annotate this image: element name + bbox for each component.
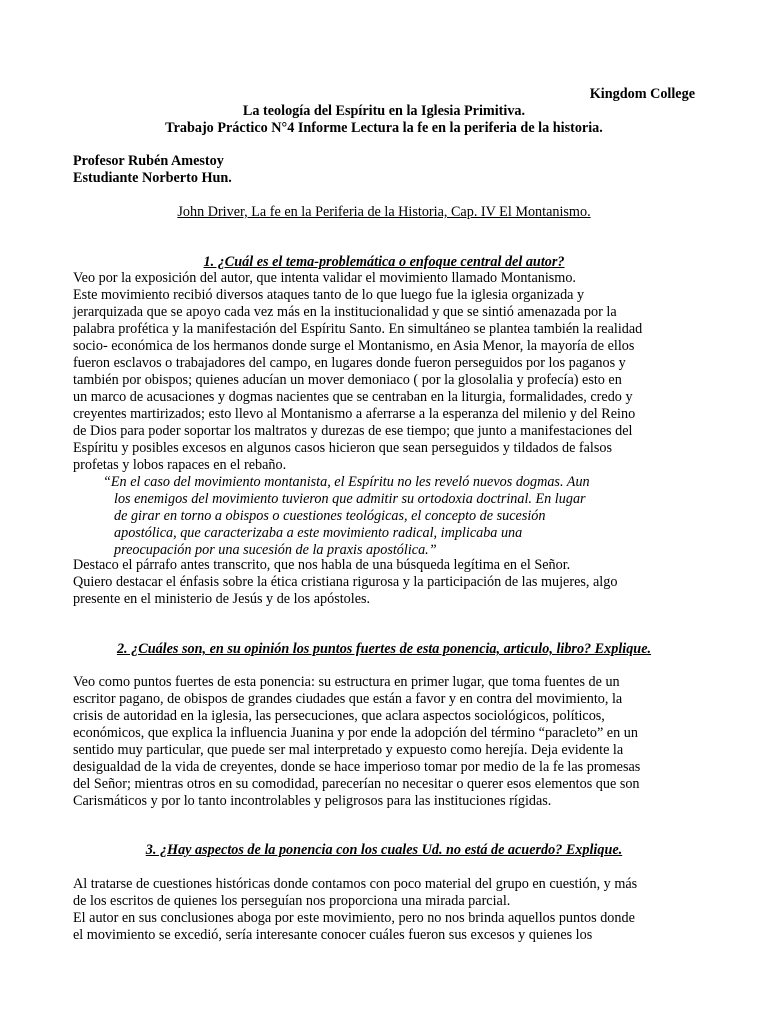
section1-line: Espíritu y posibles excesos en algunos casos hicieron que sean perseguidos y tildados de falsos [73,440,613,456]
section2-line: sentido muy particular, que puede ser mal interpretado y expuesto como herejía. Deja evidente la [73,742,624,758]
book-reference: John Driver, La fe en la Periferia de la Historia, Cap. IV El Montanismo. [177,204,591,220]
section3-line: Al tratarse de cuestiones históricas donde contamos con poco material del grupo en cuestión, y más [73,876,638,892]
section1-line: palabra profética y la manifestación del Espíritu Santo. En simultáneo se plantea también la realidad [73,321,643,337]
section3-line: de los escritos de quienes los perseguían nos proporciona una mirada parcial. [73,893,511,909]
institution-name: Kingdom College [589,86,695,102]
section3-line: el movimiento se excedió, sería interesante conocer cuáles fueron sus excesos y quienes los [73,927,593,943]
section1-heading: 1. ¿Cuál es el tema-problemática o enfoque central del autor? [203,254,565,270]
section1-line: fueron esclavos o trabajadores del campo, en lugares donde fueron perseguidos por los paganos y [73,355,626,371]
section1-line: creyentes martirizados; esto llevo al Montanismo a aferrarse a la esperanza del milenio y del Reino [73,406,636,422]
section1-after-line: presente en el ministerio de Jesús y de los apóstoles. [73,591,371,607]
section1-after-line: Destaco el párrafo antes transcrito, que nos habla de una búsqueda legítima en el Señor. [73,557,571,573]
section1-line: también por obispos; quienes aducían un mover demoniaco ( por la glosolalia y profecía) esto en [73,372,622,388]
professor-name: Profesor Rubén Amestoy [73,153,224,169]
section2-line: crisis de autoridad en la iglesia, las persecuciones, que aclara aspectos sociológicos, políticos, [73,708,605,724]
student-name: Estudiante Norberto Hun. [73,170,232,186]
section2-line: Carismáticos y por lo tanto incontrolables y peligrosos para las instituciones rígidas. [73,793,552,809]
section1-line: un marco de acusaciones y dogmas nacientes que se centraban en la liturgia, formalidades, credo y [73,389,633,405]
section1-line: Veo por la exposición del autor, que intenta validar el movimiento llamado Montanismo. [73,270,576,286]
document-title: La teología del Espíritu en la Iglesia Primitiva. [242,103,526,119]
section2-line: Veo como puntos fuertes de esta ponencia: su estructura en primer lugar, que toma fuentes de un [73,674,620,690]
section2-line: del Señor; mientras otros en su comodidad, parecerían no necesitar o querer esos elementos que son [73,776,640,792]
document-subtitle: Trabajo Práctico N°4 Informe Lectura la fe en la periferia de la historia. [165,120,603,136]
section2-line: económicos, que explica la influencia Juanina y por ende la adopción del término “paracleto” en un [73,725,638,741]
quote-line: “En el caso del movimiento montanista, el Espíritu no les reveló nuevos dogmas. Aun [103,474,590,490]
section2-heading: 2. ¿Cuáles son, en su opinión los puntos fuertes de esta ponencia, articulo, libro? Explique. [116,641,652,657]
section1-line: jerarquizada que se apoyo cada vez más en la institucionalidad y que se sintió amenazada por la [73,304,617,320]
section2-line: desigualdad de la vida de creyentes, donde se hace imperioso tomar por medio de la fe las promesas [73,759,641,775]
quote-line: preocupación por una sucesión de la praxis apostólica.” [114,542,437,558]
section1-line: profetas y lobos rapaces en el rebaño. [73,457,287,473]
quote-line: de girar en torno a obispos o cuestiones teológicas, el concepto de sucesión [114,508,546,524]
section1-line: de Dios para poder soportar los maltratos y durezas de ese tiempo; que junto a manifestaciones del [73,423,633,439]
section2-line: escritor pagano, de obispos de grandes ciudades que están a favor y en contra del movimiento, la [73,691,623,707]
quote-line: los enemigos del movimiento tuvieron que admitir su ortodoxia doctrinal. En lugar [114,491,586,507]
section1-line: socio- económica de los hermanos donde surge el Montanismo, en Asia Menor, la mayoría de ellos [73,338,635,354]
section3-heading: 3. ¿Hay aspectos de la ponencia con los cuales Ud. no está de acuerdo? Explique. [145,842,623,858]
section1-line: Este movimiento recibió diversos ataques tanto de lo que luego fue la iglesia organizada y [73,287,585,303]
section1-after-line: Quiero destacar el énfasis sobre la ética cristiana rigurosa y la participación de las mujeres, algo [73,574,618,590]
section3-line: El autor en sus conclusiones aboga por este movimiento, pero no nos brinda aquellos puntos donde [73,910,635,926]
quote-line: apostólica, que caracterizaba a este movimiento radical, implicaba una [114,525,523,541]
